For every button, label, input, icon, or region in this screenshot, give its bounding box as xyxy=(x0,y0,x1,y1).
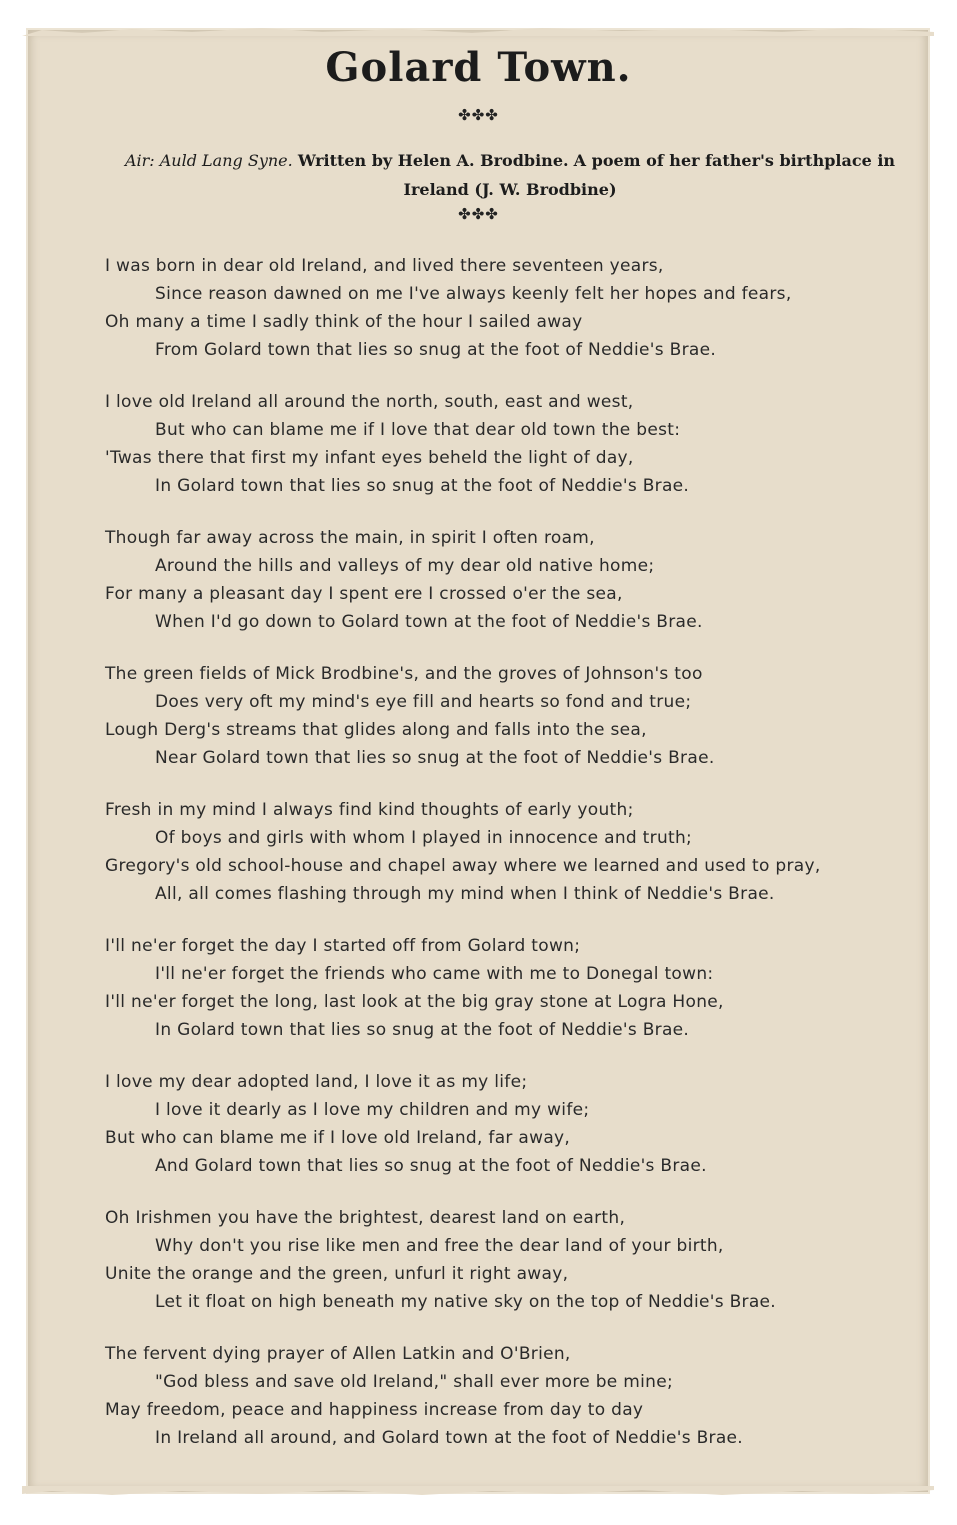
poem-title: Golard Town. xyxy=(325,44,632,91)
poem-line: Why don't you rise like men and free the dear land of your birth, xyxy=(155,1236,724,1256)
poem-line: Fresh in my mind I always find kind thoughts of early youth; xyxy=(105,800,634,820)
poem-line: I was born in dear old Ireland, and lived there seventeen years, xyxy=(105,256,664,276)
poem-line: Let it float on high beneath my native sky on the top of Neddie's Brae. xyxy=(155,1292,777,1312)
torn-edge-top xyxy=(22,26,934,36)
poem-line: From Golard town that lies so snug at the foot of Neddie's Brae. xyxy=(155,340,717,360)
poem-line: Since reason dawned on me I've always keenly felt her hopes and fears, xyxy=(155,284,792,304)
poem-line: When I'd go down to Golard town at the foot of Neddie's Brae. xyxy=(155,612,703,632)
poem-line: Lough Derg's streams that glides along and falls into the sea, xyxy=(105,720,647,740)
poem-line: For many a pleasant day I spent ere I crossed o'er the sea, xyxy=(105,584,623,604)
poem-line: The green fields of Mick Brodbine's, and the groves of Johnson's too xyxy=(105,664,703,684)
poem-line: Oh many a time I sadly think of the hour I sailed away xyxy=(105,312,583,332)
poem-line: But who can blame me if I love that dear old town the best: xyxy=(155,420,681,440)
stanza xyxy=(105,796,905,908)
poem-line: In Ireland all around, and Golard town at the foot of Neddie's Brae. xyxy=(155,1428,744,1448)
poem-line: And Golard town that lies so snug at the foot of Neddie's Brae. xyxy=(155,1156,707,1176)
poem-line: In Golard town that lies so snug at the foot of Neddie's Brae. xyxy=(155,1020,690,1040)
poem-line: I'll ne'er forget the day I started off from Golard town; xyxy=(105,936,581,956)
poem-line: But who can blame me if I love old Ireland, far away, xyxy=(105,1128,571,1148)
author-line: Written by Helen A. Brodbine. xyxy=(297,151,569,170)
subtitle xyxy=(120,146,900,204)
poem-body xyxy=(105,252,905,1476)
stanza xyxy=(105,1340,905,1452)
poem-line: Gregory's old school-house and chapel away where we learned and used to pray, xyxy=(105,856,821,876)
poem-line: Unite the orange and the green, unfurl it right away, xyxy=(105,1264,569,1284)
stanza xyxy=(105,252,905,364)
poem-line: I'll ne'er forget the friends who came with me to Donegal town: xyxy=(155,964,714,984)
poem-line: All, all comes flashing through my mind when I think of Neddie's Brae. xyxy=(155,884,775,904)
poem-line: Does very oft my mind's eye fill and hearts so fond and true; xyxy=(155,692,692,712)
poem-line: I'll ne'er forget the long, last look at the big gray stone at Logra Hone, xyxy=(105,992,724,1012)
poem-line: Around the hills and valleys of my dear old native home; xyxy=(155,556,655,576)
ornament-bottom: ✤✤✤ xyxy=(458,205,499,223)
air-label: Air: Auld Lang Syne. xyxy=(124,151,293,170)
poem-line: 'Twas there that first my infant eyes beheld the light of day, xyxy=(105,448,634,468)
poem-line: Though far away across the main, in spirit I often roam, xyxy=(105,528,595,548)
poem-line: I love it dearly as I love my children and my wife; xyxy=(155,1100,590,1120)
poem-line: Oh Irishmen you have the brightest, dearest land on earth, xyxy=(105,1208,626,1228)
poem-line: Of boys and girls with whom I played in innocence and truth; xyxy=(155,828,693,848)
stanza xyxy=(105,388,905,500)
stanza xyxy=(105,1204,905,1316)
ornament-top: ✤✤✤ xyxy=(458,106,499,124)
poem-line: I love old Ireland all around the north, south, east and west, xyxy=(105,392,634,412)
poem-line: "God bless and save old Ireland," shall ever more be mine; xyxy=(155,1372,674,1392)
poem-line: Near Golard town that lies so snug at the foot of Neddie's Brae. xyxy=(155,748,715,768)
stanza xyxy=(105,932,905,1044)
poem-description: A poem of her father's birthplace in Ireland (J. W. Brodbine) xyxy=(403,151,896,199)
stanza xyxy=(105,524,905,636)
poem-line: In Golard town that lies so snug at the foot of Neddie's Brae. xyxy=(155,476,690,496)
stanza xyxy=(105,1068,905,1180)
poem-line: I love my dear adopted land, I love it as my life; xyxy=(105,1072,528,1092)
poem-line: May freedom, peace and happiness increase from day to day xyxy=(105,1400,644,1420)
torn-edge-bottom xyxy=(22,1486,934,1496)
poem-line: The fervent dying prayer of Allen Latkin and O'Brien, xyxy=(105,1344,571,1364)
stanza xyxy=(105,660,905,772)
